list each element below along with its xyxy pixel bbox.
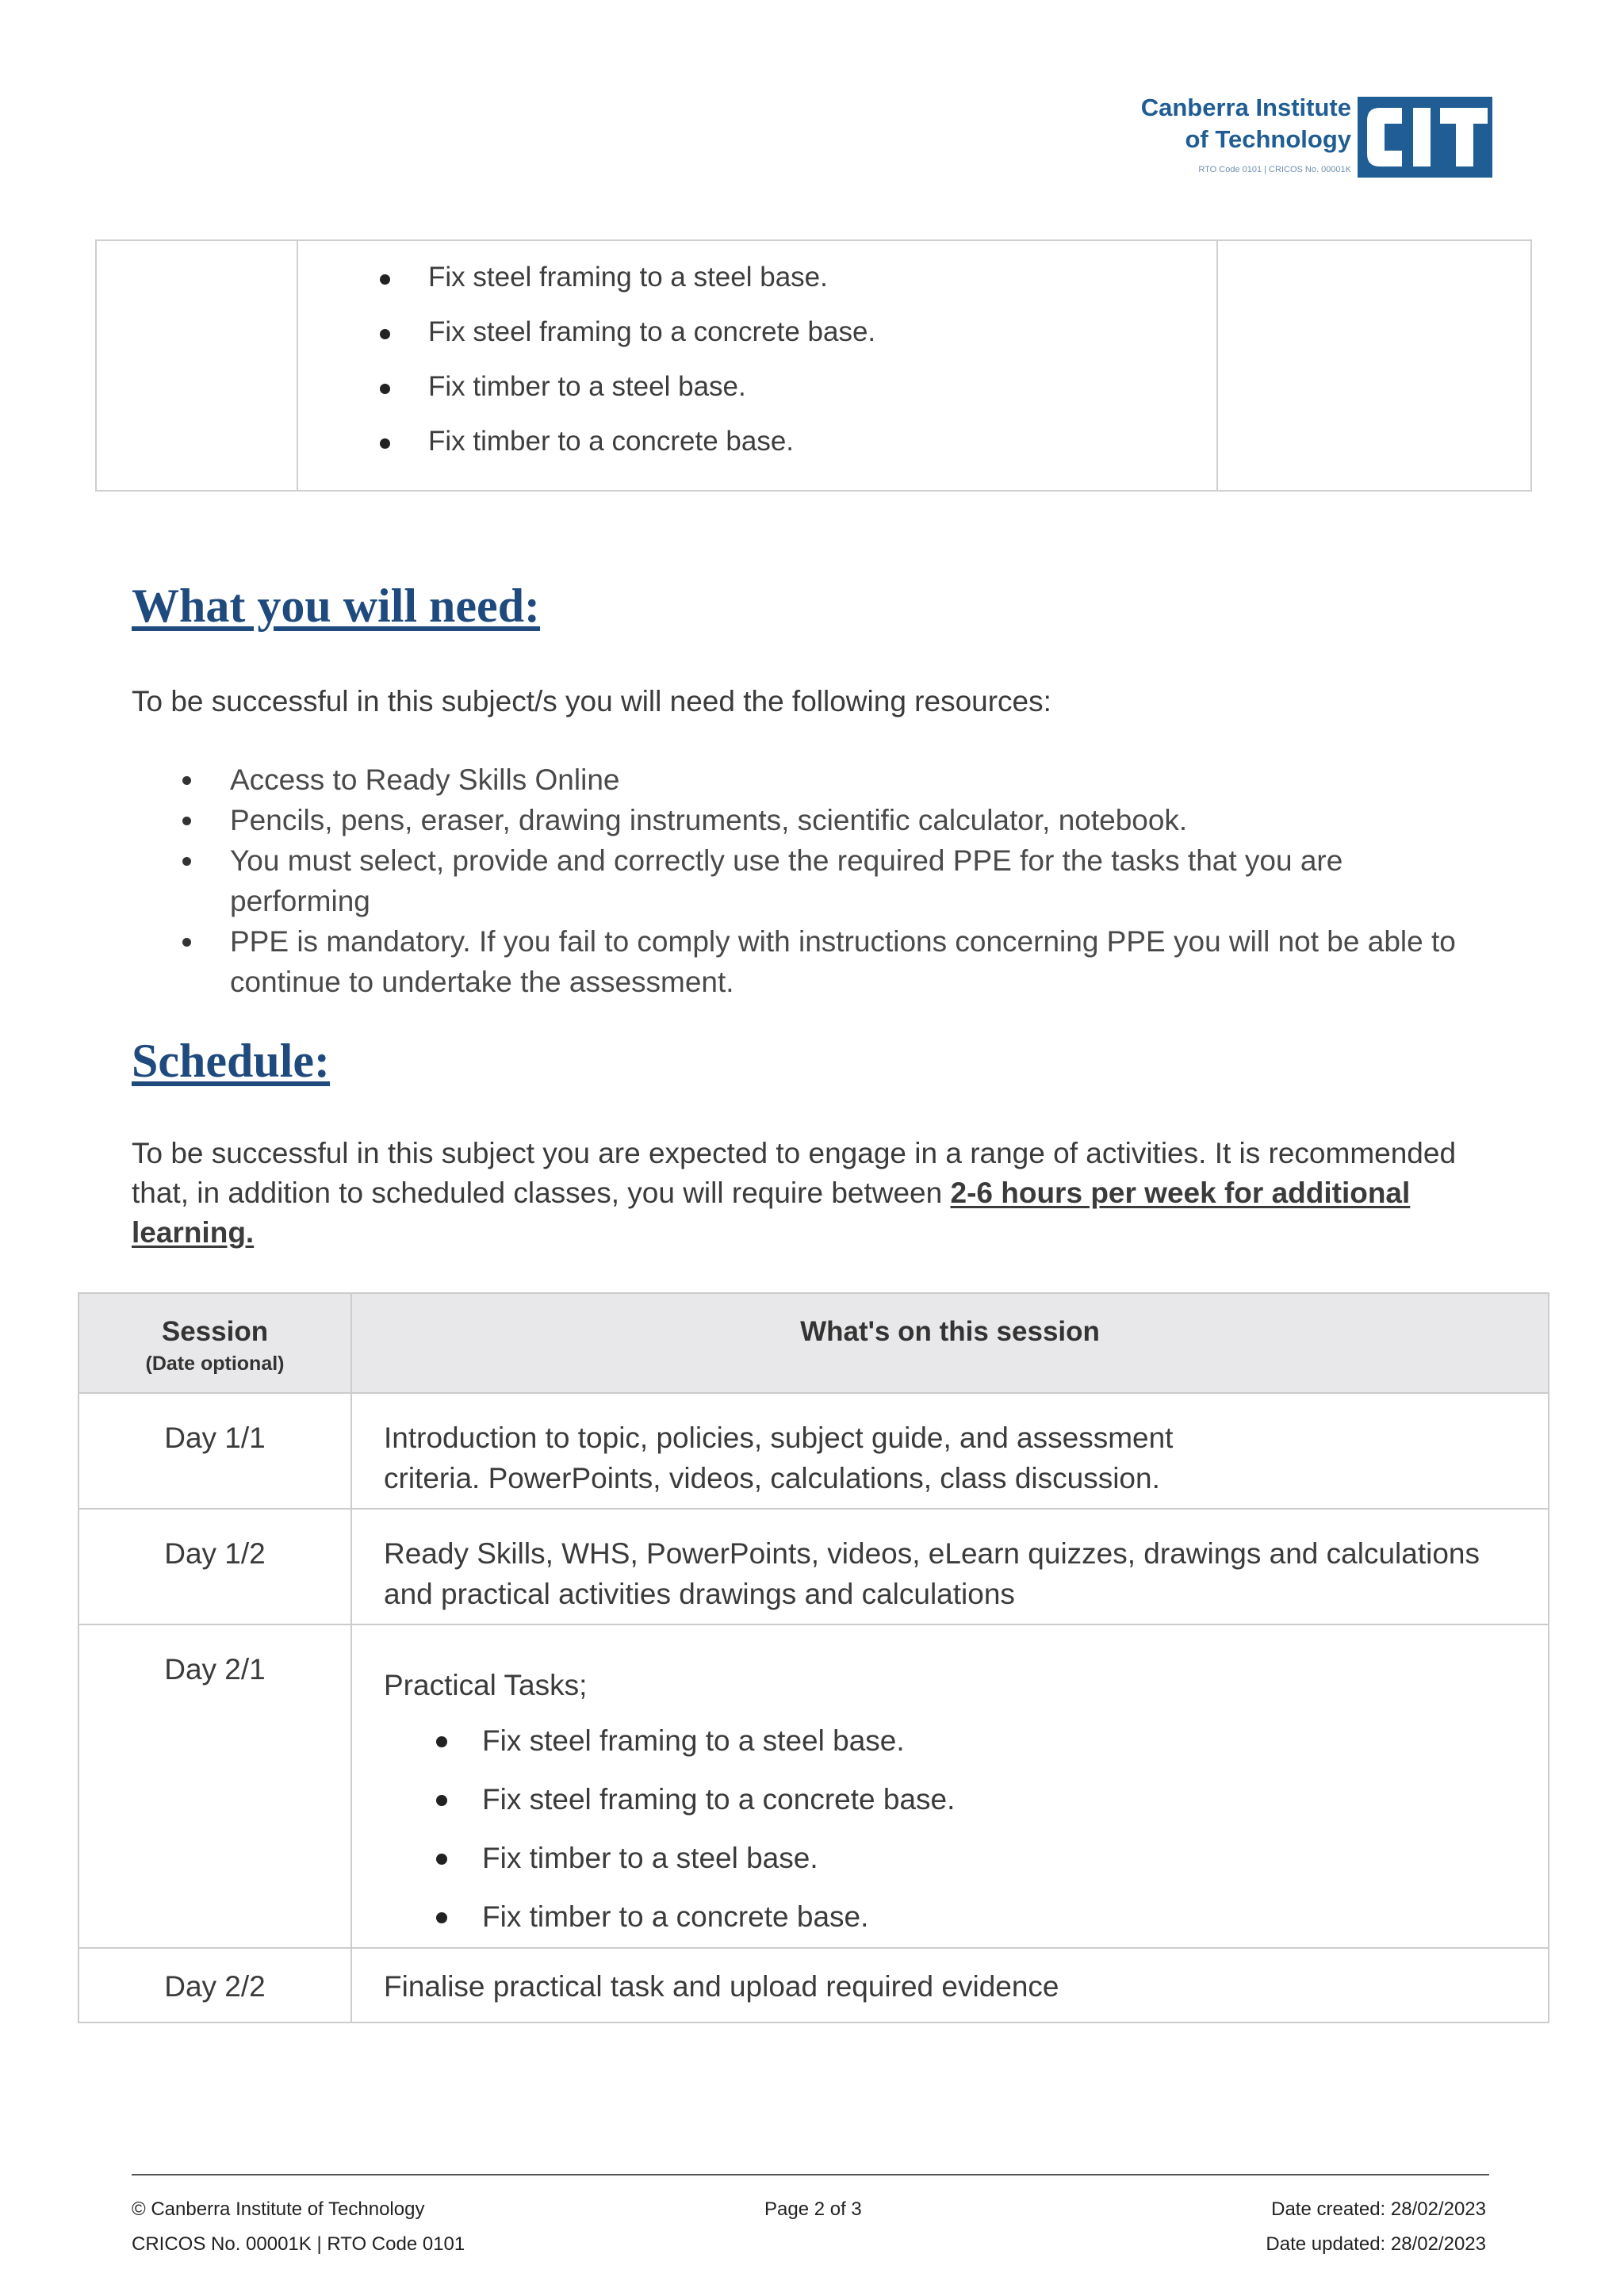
session-cell: Day 2/2: [79, 1948, 351, 2022]
table-row: [79, 1393, 1549, 1509]
table-header-row: [79, 1293, 1549, 1393]
footer-date-created: Date created: 28/02/2023: [1271, 2198, 1486, 2220]
session-description: [351, 1948, 1549, 2022]
list-item: PPE is mandatory. If you fail to comply with instructions concerning PPE you will not be able to continue to undertake the assessment.: [132, 921, 1480, 1002]
list-item: Pencils, pens, eraser, drawing instruments, scientific calculator, notebook.: [132, 800, 1480, 840]
continuation-task-list: [333, 255, 875, 474]
description-line: Finalise practical task and upload required evidence: [384, 1970, 1059, 2003]
list-item: Fix steel framing to a concrete base.: [333, 310, 875, 365]
footer-copyright: © Canberra Institute of Technology: [132, 2198, 425, 2220]
session-description: [351, 1624, 1549, 1948]
description-line: Introduction to topic, policies, subject guide, and assessment: [384, 1422, 1174, 1454]
list-item: Fix timber to a concrete base.: [333, 419, 875, 474]
schedule-heading: Schedule:: [132, 1035, 331, 1087]
list-item: Fix steel framing to a steel base.: [384, 1712, 1516, 1770]
practical-task-list: [384, 1712, 1516, 1946]
footer-divider: [132, 2174, 1489, 2175]
logo-line-2: of Technology: [1185, 125, 1351, 153]
schedule-intro-emphasis: 2-6 hours per week for additional learning.: [132, 1177, 1411, 1249]
practical-tasks-title: Practical Tasks;: [384, 1669, 588, 1701]
footer-page-number: Page 2 of 3: [764, 2198, 862, 2220]
list-item: Fix timber to a steel base.: [384, 1829, 1516, 1888]
list-item: Access to Ready Skills Online: [132, 760, 1480, 800]
schedule-table: [78, 1292, 1549, 2023]
session-description: [351, 1509, 1549, 1624]
list-item: Fix steel framing to a concrete base.: [384, 1770, 1516, 1829]
session-cell: Day 1/1: [79, 1393, 351, 1509]
session-column-header: [79, 1293, 351, 1393]
description-line: criteria. PowerPoints, videos, calculations, class discussion.: [384, 1462, 1160, 1494]
cit-logo: [1112, 92, 1492, 184]
logo-wordmark: [1141, 92, 1351, 155]
list-item: Fix timber to a concrete base.: [384, 1888, 1516, 1946]
needs-heading: What you will need:: [132, 580, 541, 632]
table-row: [79, 1624, 1549, 1948]
cit-mark-icon: [1358, 97, 1492, 178]
table-row: [79, 1948, 1549, 2022]
schedule-intro-text: To be successful in this subject you are expected to engage in a range of activities. It is recommended that, in addition to scheduled classes, you will require between: [132, 1137, 1457, 1209]
table-column-divider: [1216, 241, 1218, 490]
footer-date-updated: Date updated: 28/02/2023: [1266, 2233, 1486, 2255]
list-item: Fix steel framing to a steel base.: [333, 255, 875, 310]
schedule-intro: [132, 1134, 1511, 1253]
needs-intro: To be successful in this subject/s you will need the following resources:: [132, 685, 1051, 718]
logo-line-1: Canberra Institute: [1140, 94, 1351, 121]
session-cell: Day 1/2: [79, 1509, 351, 1624]
list-item: Fix timber to a steel base.: [333, 365, 875, 419]
table-row: [79, 1509, 1549, 1624]
list-item: You must select, provide and correctly use the required PPE for the tasks that you are performing: [132, 840, 1480, 921]
session-description: [351, 1393, 1549, 1509]
footer-codes: CRICOS No. 00001K | RTO Code 0101: [132, 2233, 465, 2255]
needs-list: [132, 760, 1480, 1002]
content-column-header: What's on this session: [351, 1293, 1549, 1393]
description-line: Ready Skills, WHS, PowerPoints, videos, eLearn quizzes, drawings and calculations: [384, 1537, 1480, 1570]
session-header-sublabel: (Date optional): [145, 1353, 285, 1375]
table-column-divider: [297, 241, 298, 490]
logo-subtext: RTO Code 0101 | CRICOS No. 00001K: [1198, 165, 1351, 174]
description-line: and practical activities drawings and calculations: [384, 1578, 1015, 1610]
session-cell: Day 2/1: [79, 1624, 351, 1948]
session-header-label: Session: [161, 1316, 269, 1347]
